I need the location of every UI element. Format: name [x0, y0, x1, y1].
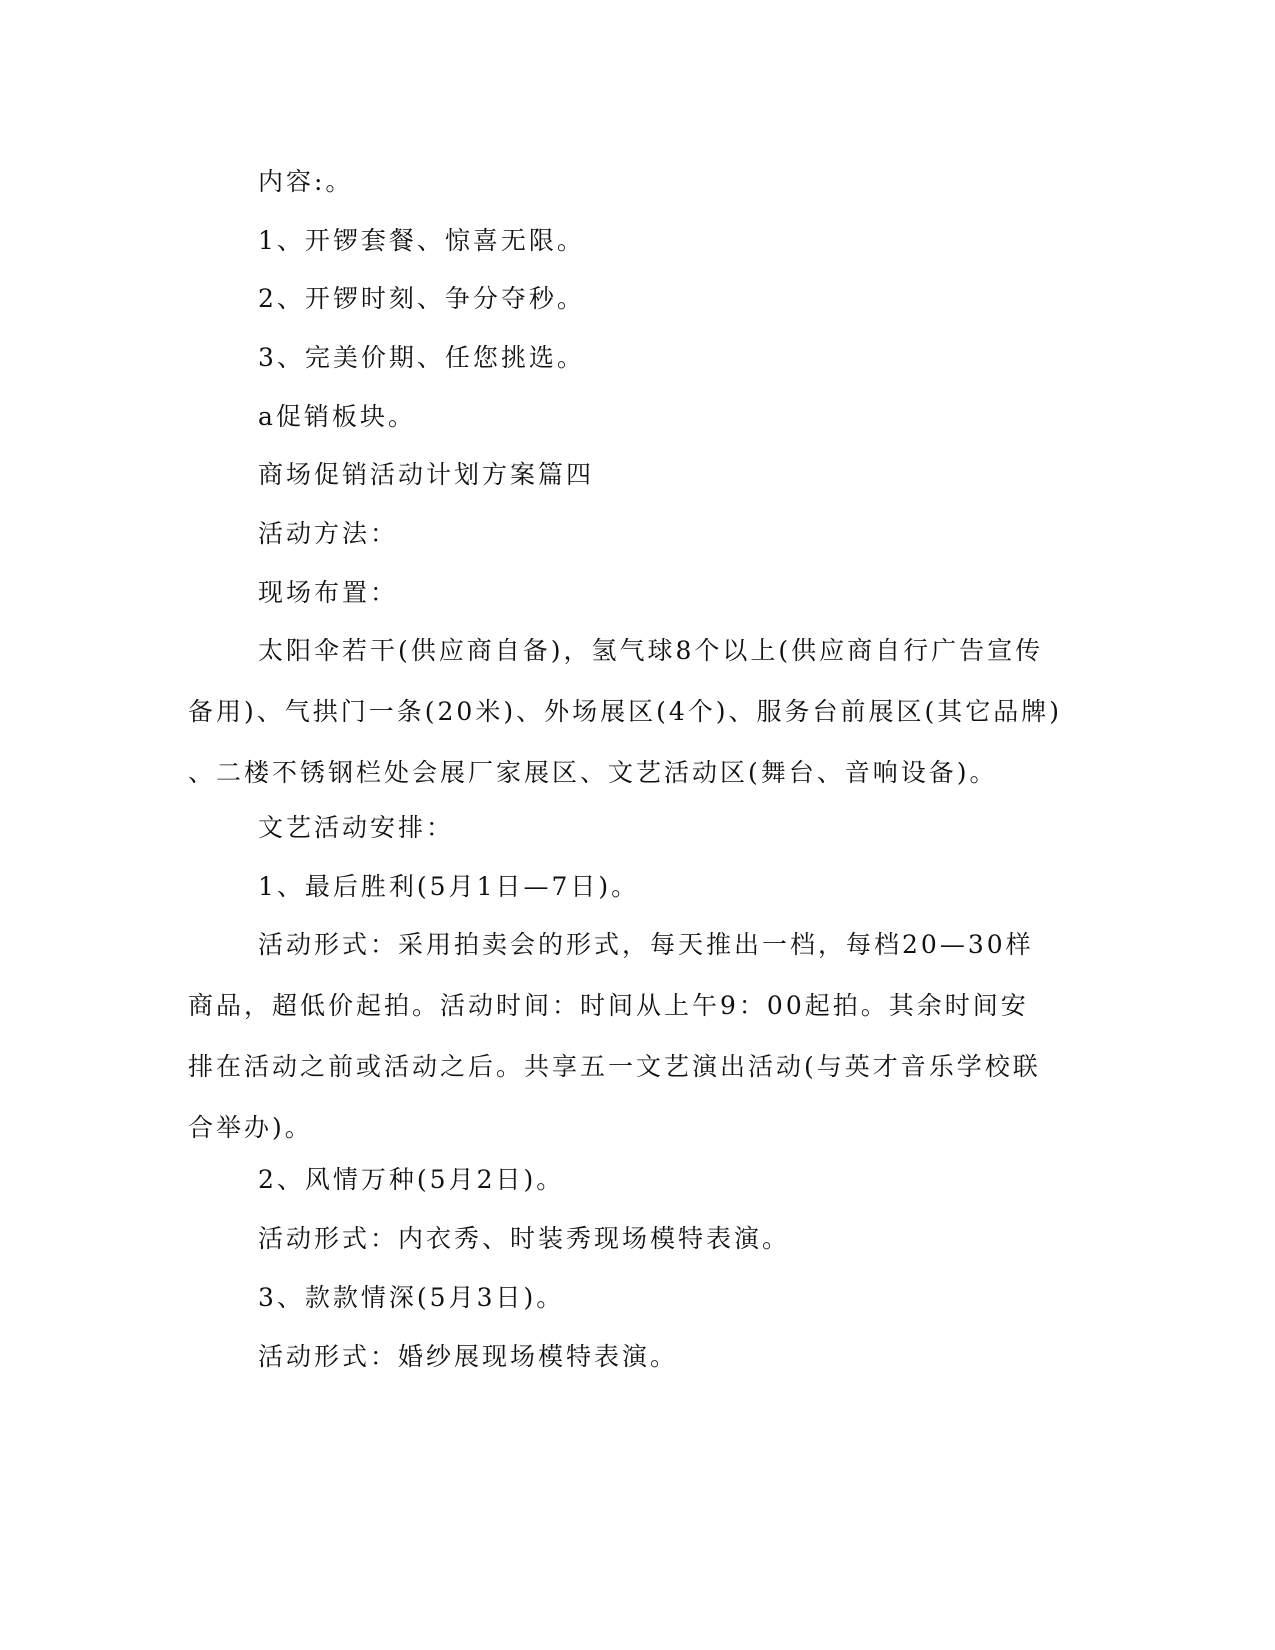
paragraph-item-3: 3、完美价期、任您挑选。: [258, 343, 585, 372]
paragraph-item-1: 1、开锣套餐、惊喜无限。: [258, 226, 585, 255]
paragraph-item-2: 2、开锣时刻、争分夺秒。: [258, 284, 585, 313]
paragraph-setup-label: 现场布置：: [258, 578, 399, 607]
paragraph-event-1: 1、最后胜利(5月1日—7日)。: [258, 872, 640, 901]
paragraph-event-3: 3、款款情深(5月3日)。: [258, 1283, 565, 1312]
auction-line-3: 排在活动之前或活动之后。共享五一文艺演出活动(与英才音乐学校联: [188, 1052, 1041, 1081]
paragraph-promo-section: a促销板块。: [258, 402, 416, 431]
auction-line-2: 商品，超低价起拍。活动时间：时间从上午9：00起拍。其余时间安: [188, 991, 1029, 1020]
paragraph-setup-details: [188, 620, 1062, 803]
setup-line-1: 太阳伞若干(供应商自备)，氢气球8个以上(供应商自行广告宣传: [258, 636, 1044, 665]
paragraph-event-3-form: 活动形式：婚纱展现场模特表演。: [258, 1342, 679, 1371]
auction-line-4: 合举办)。: [188, 1113, 313, 1142]
setup-line-2: 备用)、气拱门一条(20米)、外场展区(4个)、服务台前展区(其它品牌): [188, 697, 1062, 726]
auction-line-1: 活动形式：采用拍卖会的形式，每天推出一档，每档20—30样: [258, 930, 1034, 959]
paragraph-auction-details: [188, 914, 1041, 1158]
paragraph-content-label: 内容:。: [258, 167, 354, 196]
paragraph-event-2: 2、风情万种(5月2日)。: [258, 1165, 565, 1194]
section-heading: 商场促销活动计划方案篇四: [258, 460, 595, 489]
paragraph-event-2-form: 活动形式：内衣秀、时装秀现场模特表演。: [258, 1224, 791, 1253]
setup-line-3: 、二楼不锈钢栏处会展厂家展区、文艺活动区(舞台、音响设备)。: [188, 758, 998, 787]
paragraph-arts-schedule-label: 文艺活动安排：: [258, 813, 455, 842]
paragraph-method-label: 活动方法：: [258, 519, 399, 548]
